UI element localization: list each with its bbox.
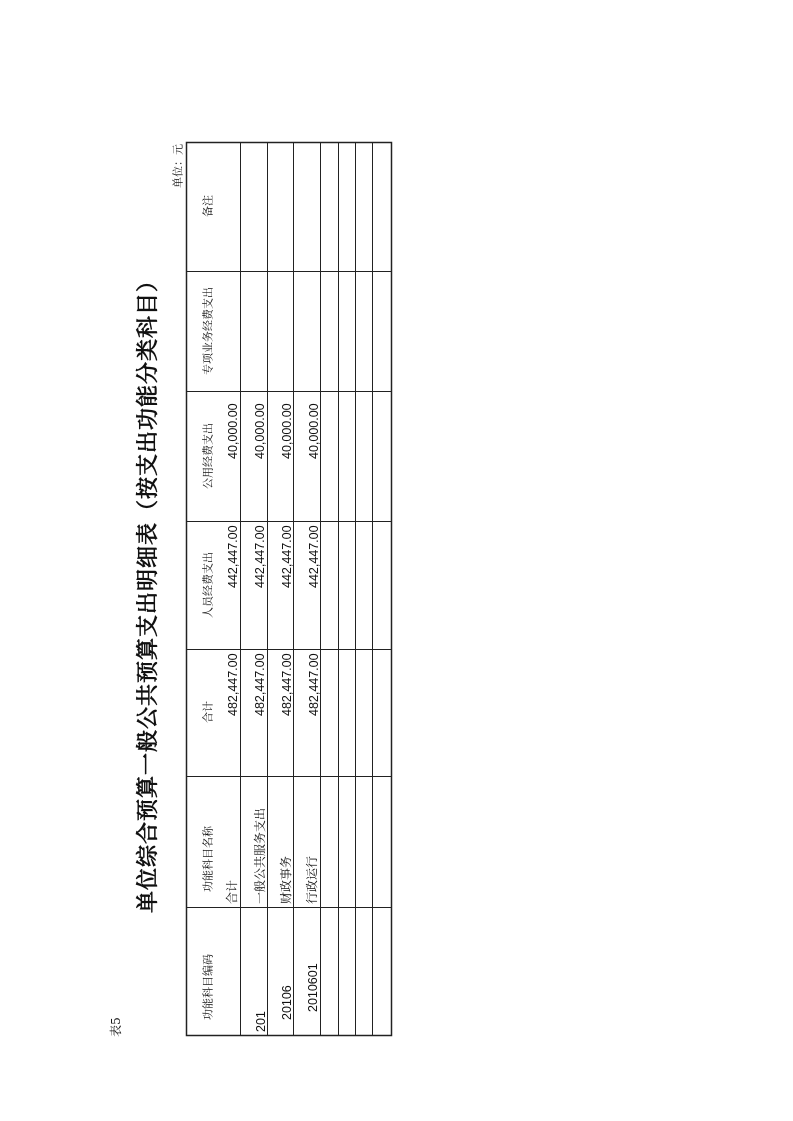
row-name: 合计 — [225, 879, 239, 904]
row-public: 40,000.00 — [307, 403, 321, 459]
header-special: 专项业务经费支出 — [201, 287, 215, 375]
row-public: 40,000.00 — [226, 403, 240, 459]
row-public: 40,000.00 — [280, 403, 294, 459]
row-personnel: 442,447.00 — [253, 525, 267, 588]
header-code: 功能科目编码 — [201, 954, 215, 1020]
header-personnel: 人员经费支出 — [201, 552, 215, 618]
row-total: 482,447.00 — [226, 653, 240, 716]
header-name: 功能科目名称 — [201, 826, 215, 892]
document-title: 单位综合预算一般公共预算支出明细表（按支出功能分类科目） — [135, 268, 161, 914]
row-name: 一般公共服务支出 — [253, 807, 267, 904]
row-total: 482,447.00 — [307, 653, 321, 716]
row-name: 财政事务 — [279, 855, 293, 904]
header-remark: 备注 — [201, 195, 215, 217]
row-personnel: 442,447.00 — [280, 525, 294, 588]
row-code: 201 — [254, 1011, 268, 1032]
row-personnel: 442,447.00 — [307, 525, 321, 588]
table-number-label: 表5 — [109, 1017, 123, 1037]
row-name: 行政运行 — [305, 855, 319, 904]
row-total: 482,447.00 — [253, 653, 267, 716]
header-public: 公用经费支出 — [201, 423, 215, 489]
unit-label: 单位：元 — [171, 144, 185, 188]
row-personnel: 442,447.00 — [226, 525, 240, 588]
row-total: 482,447.00 — [280, 653, 294, 716]
row-public: 40,000.00 — [253, 403, 267, 459]
row-code: 20106 — [280, 985, 294, 1020]
header-total: 合计 — [201, 701, 215, 723]
row-code: 2010601 — [306, 963, 320, 1012]
